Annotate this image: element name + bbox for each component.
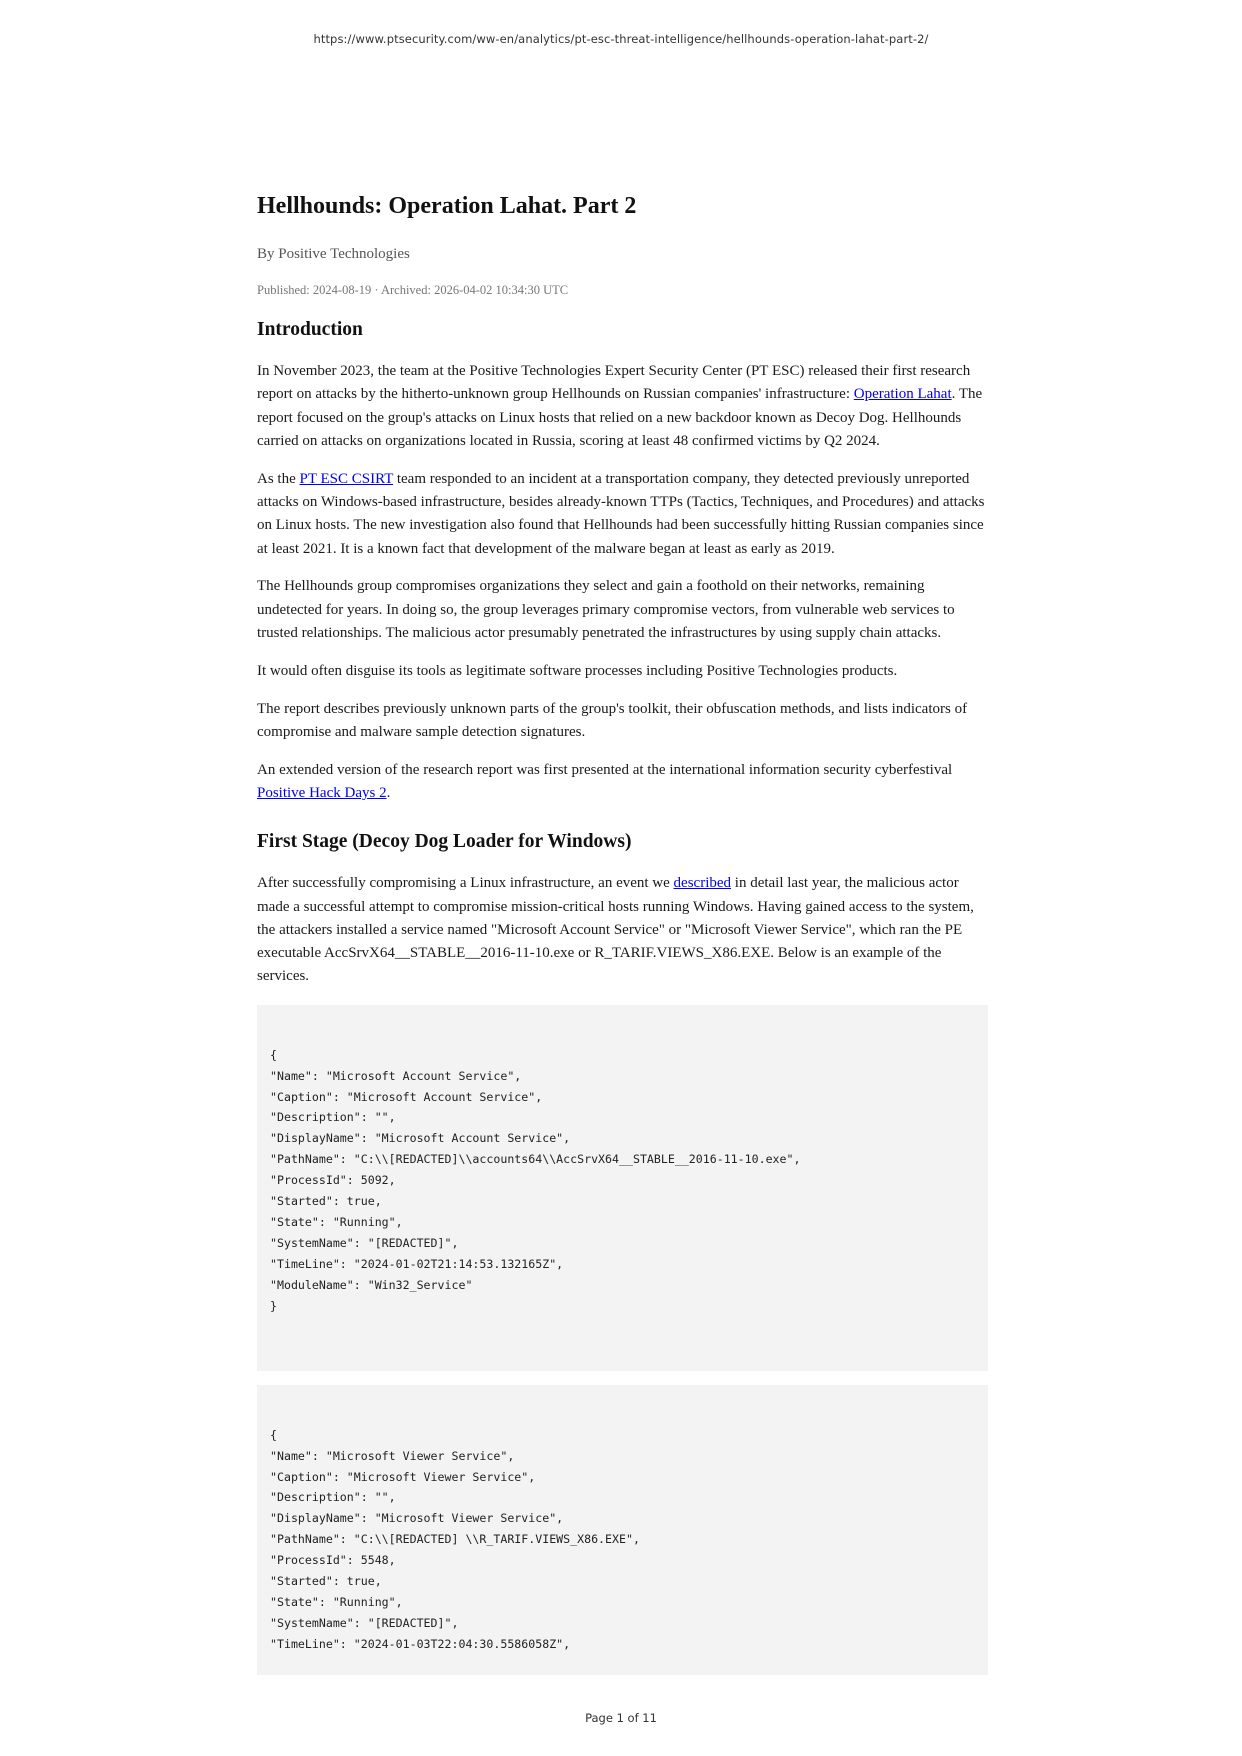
section-heading-first-stage: First Stage (Decoy Dog Loader for Windows) <box>257 831 632 853</box>
paragraph-text: After successfully compromising a Linux infrastructure, an event we <box>257 875 674 892</box>
paragraph-text: team responded to an incident at a transportation company, they detected previously unreported attacks on Windows-based infrastructure, besides already-known TTPs (Tactics, Techniques, and Procedures) and attacks on Linux hosts. The new investigation also found that Hellhounds had been successfully hitting Russian companies since at least 2021. It is a known fact that development of the malware began at least as early as 2019. <box>257 470 985 557</box>
paragraph <box>257 468 988 561</box>
paragraph: The report describes previously unknown parts of the group's toolkit, their obfuscation methods, and lists indicators of compromise and malware sample detection signatures. <box>257 700 968 740</box>
paragraph-text: As the <box>257 470 300 487</box>
article-title: Hellhounds: Operation Lahat. Part 2 <box>257 193 637 219</box>
code-block-viewer-service: { "Name": "Microsoft Viewer Service", "Caption": "Microsoft Viewer Service", "Description": "", "DisplayName": "Microsoft Viewer Service", "PathName": "C:\\[REDACTED] \\R_TARIF.VIEWS_X86.EXE", "ProcessId": 5548, "Started": true, "State": "Running", "SystemName": "[REDACTED]", "TimeLine": "2024-01-03T22:04:30.5586058Z", <box>257 1385 988 1675</box>
paragraph-text: An extended version of the research report was first presented at the international information security cyberfestival <box>257 761 953 778</box>
section-heading-introduction: Introduction <box>257 319 363 340</box>
paragraph <box>257 759 988 806</box>
article <box>257 190 988 1675</box>
pt-esc-csirt-link[interactable]: PT ESC CSIRT <box>299 470 394 487</box>
article-byline: By Positive Technologies <box>257 246 410 262</box>
paragraph: It would often disguise its tools as legitimate software processes including Positive Technologies products. <box>257 662 898 679</box>
paragraph-text: . <box>386 784 391 801</box>
paragraph: The Hellhounds group compromises organizations they select and gain a foothold on their networks, remaining undetected for years. In doing so, the group leverages primary compromise vectors, from vulnerable web services to trusted relationships. The malicious actor presumably penetrated the infrastructures by using supply chain attacks. <box>257 578 955 641</box>
positive-hack-days-link[interactable]: Positive Hack Days 2 <box>257 784 387 801</box>
paragraph-text: . The report focused on the group's attacks on Linux hosts that relied on a new backdoor known as Decoy Dog. Hellhounds carried on attacks on organizations located in Russia, scoring at least 48 confirmed victims by Q2 2024. <box>257 386 983 449</box>
paragraph <box>257 872 988 988</box>
page-url: https://www.ptsecurity.com/ww-en/analytics/pt-esc-threat-intelligence/hellhounds-operation-lahat-part-2/ <box>313 32 929 46</box>
code-block-account-service: { "Name": "Microsoft Account Service", "Caption": "Microsoft Account Service", "Description": "", "DisplayName": "Microsoft Account Service", "PathName": "C:\\[REDACTED]\\accounts64\\AccSrvX64__STABLE__2016-11-10.exe", "ProcessId": 5092, "Started": true, "State": "Running", "SystemName": "[REDACTED]", "TimeLine": "2024-01-02T21:14:53.132165Z", "ModuleName": "Win32_Service" } <box>257 1005 988 1371</box>
paragraph-text: In November 2023, the team at the Positive Technologies Expert Security Center (PT ESC) released their first research report on attacks by the hitherto-unknown group Hellhounds on Russian companies' infrastructure: <box>257 363 971 403</box>
page-number: Page 1 of 11 <box>585 1711 657 1725</box>
article-meta: Published: 2024-08-19 · Archived: 2026-04-02 10:34:30 UTC <box>257 283 569 297</box>
described-link[interactable]: described <box>673 875 732 892</box>
operation-lahat-link[interactable]: Operation Lahat <box>853 386 952 403</box>
paragraph-text: in detail last year, the malicious actor made a successful attempt to compromise mission-critical hosts running Windows. Having gained access to the system, the attackers installed a service named "Microsoft Account Service" or "Microsoft Viewer Service", which ran the PE executable AccSrvX64__STABLE__2016-11-10.exe or R_TARIF.VIEWS_X86.EXE. Below is an example of the services. <box>257 875 974 985</box>
paragraph <box>257 360 988 453</box>
